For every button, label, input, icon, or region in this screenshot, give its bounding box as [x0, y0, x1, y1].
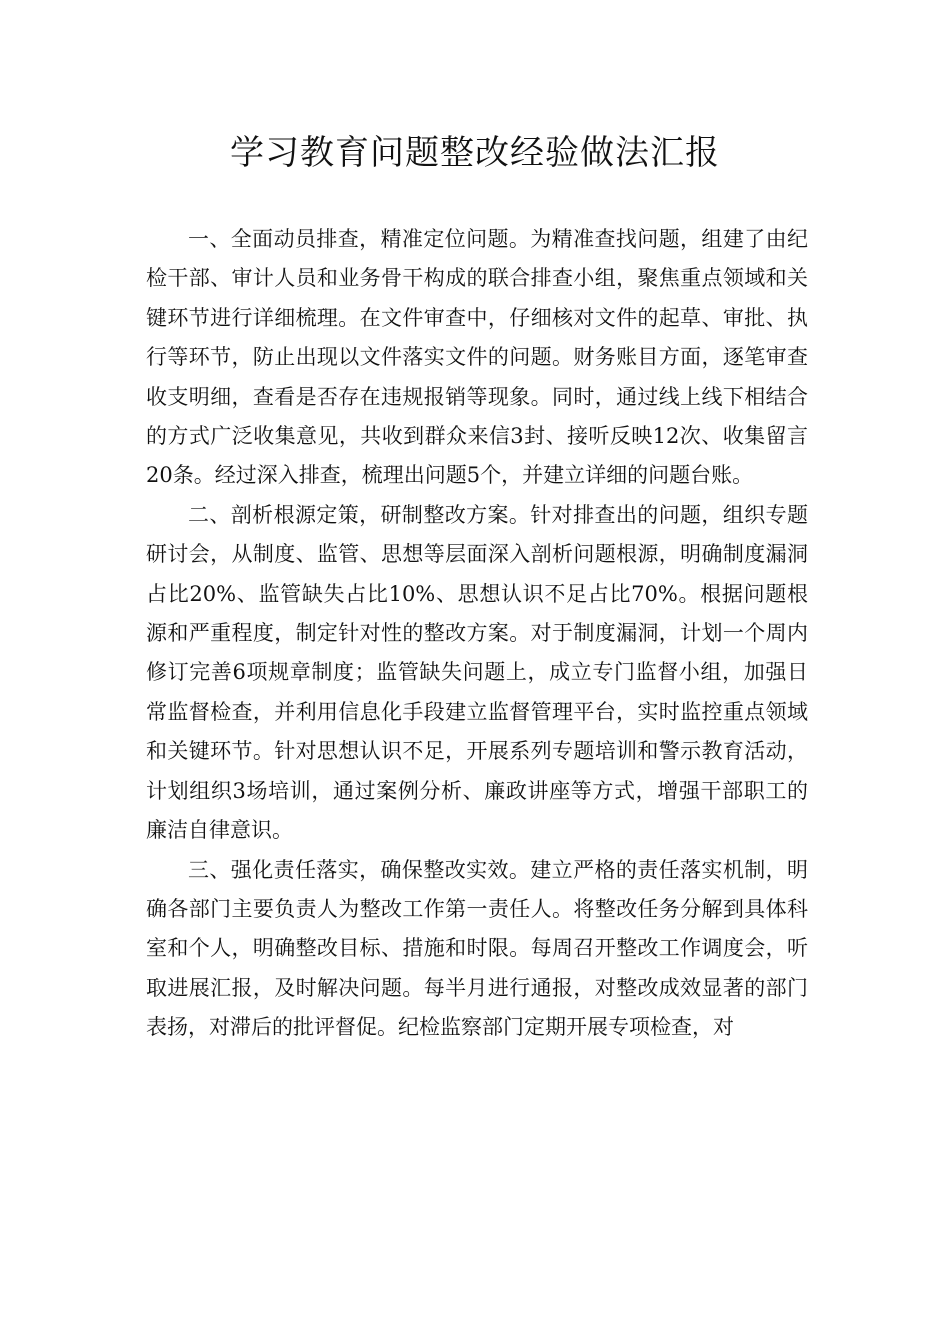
document-body	[146, 220, 808, 1048]
document-title: 学习教育问题整改经验做法汇报	[230, 133, 720, 173]
paragraph-1: 一、全面动员排查，精准定位问题。为精准查找问题，组建了由纪检干部、审计人员和业务骨干构成的联合排查小组，聚焦重点领域和关键环节进行详细梳理。在文件审查中，仔细核对文件的起草、审批、执行等环节，防止出现以文件落实文件的问题。财务账目方面，逐笔审查收支明细，查看是否存在违规报销等现象。同时，通过线上线下相结合的方式广泛收集意见，共收到群众来信3封、接听反映12次、收集留言20条。经过深入排查，梳理出问题5个，并建立详细的问题台账。	[146, 227, 808, 488]
paragraph-3: 三、强化责任落实，确保整改实效。建立严格的责任落实机制，明确各部门主要负责人为整改工作第一责任人。将整改任务分解到具体科室和个人，明确整改目标、措施和时限。每周召开整改工作调度会，听取进展汇报，及时解决问题。每半月进行通报，对整改成效显著的部门表扬，对滞后的批评督促。纪检监察部门定期开展专项检查，对	[146, 857, 808, 1040]
paragraph-2: 二、剖析根源定策，研制整改方案。针对排查出的问题，组织专题研讨会，从制度、监管、思想等层面深入剖析问题根源，明确制度漏洞占比20%、监管缺失占比10%、思想认识不足占比70%。根据问题根源和严重程度，制定针对性的整改方案。对于制度漏洞，计划一个周内修订完善6项规章制度；监管缺失问题上，成立专门监督小组，加强日常监督检查，并利用信息化手段建立监督管理平台，实时监控重点领域和关键环节。针对思想认识不足，开展系列专题培训和警示教育活动，计划组织3场培训，通过案例分析、廉政讲座等方式，增强干部职工的廉洁自律意识。	[146, 502, 808, 843]
